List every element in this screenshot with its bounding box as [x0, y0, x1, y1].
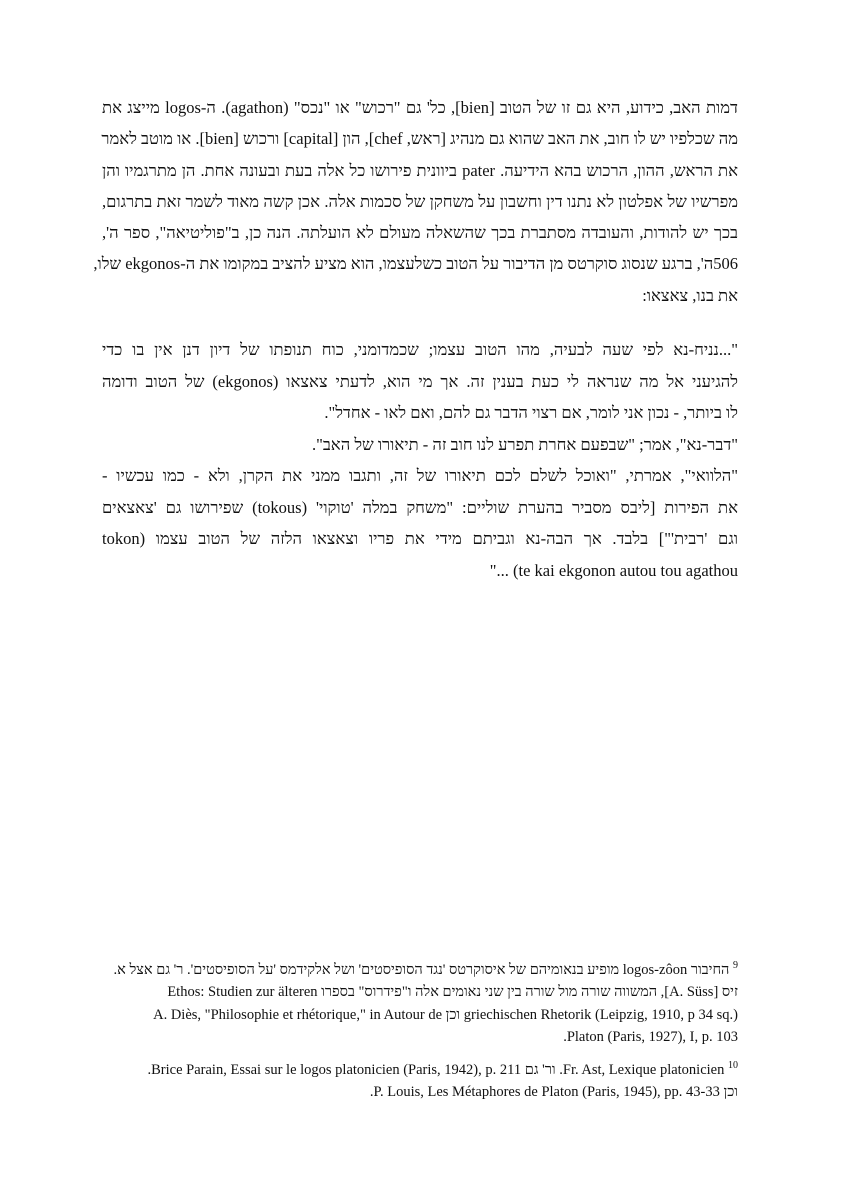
- quote-line: "דבר-נא", אמר; "שבפעם אחרת תפרע לנו חוב זה - תיאורו של האב".: [311, 434, 738, 454]
- quote-line: להגיעני אל מה שנראה לי כעת בענין זה. אך מי הוא, לדעתי צאצאו (ekgonos) של הטוב ודומה: [102, 371, 738, 391]
- footnote-line: griechischen Rhetorik (Leipzig, 1910, p 34 sq.) וכן A. Diès, "Philosophie et rhétorique," in Autour de: [153, 1006, 738, 1023]
- quote-line: "הלוואי", אמרתי, "ואוכל לשלם לכם תיאורו של זה, ותגבו ממני את הקרן, ולא - כמו עכשיו -: [102, 466, 738, 485]
- paragraph-line: 506ה', ברגע שנסוג סוקרטס מן הדיבור על הטוב כשלעצמו, הוא מציע להציב במקומו את ה-ekgonos שלו,: [93, 254, 738, 274]
- footnote-line: [86, 1055, 738, 1081]
- quote-line: "...נניח-נא לפי שעה לבעיה, מהו הטוב עצמו; שכמדומני, כוח תנופתו של דיון דנן אין בו כדי: [102, 340, 738, 359]
- paragraph-line: דמות האב, כידוע, היא גם זו של הטוב [bien], כל' גם "רכוש" או "נכס" (agathon). ה-logos מייצג את: [102, 98, 738, 117]
- footnote-number: 10: [728, 1060, 738, 1071]
- paragraph-line: מה שכלפיו יש לו חוב, את האב שהוא גם מנהיג [ראש, chef], הון [capital] ורכוש [bien]. או מוטב לאמר: [101, 129, 738, 149]
- footnote-line: וכן P. Louis, Les Métaphores de Platon (Paris, 1945), pp. 43-33.: [369, 1084, 738, 1101]
- paragraph-line: מפרשיו של אפלטון לא נתנו דין וחשבון על משחקן של סכמות אלה. אכן קשה מאוד לשמר זאת בתרגום,: [102, 191, 738, 211]
- footnote-line: [86, 955, 738, 981]
- main-paragraph: [93, 92, 738, 311]
- footnote-text: Fr. Ast, Lexique platonicien. ור' גם Brice Parain, Essai sur le logos platonicien (Paris, 1942), p. 211.: [147, 1061, 725, 1078]
- paragraph-line: את הראש, ההון, הרכוש בהא הידיעה. pater ביוונית פירושו כל אלה בעת ובעונה אחת. הן מתרגמיו והן: [102, 160, 738, 180]
- footnote-9: [86, 955, 738, 1049]
- block-quote: [102, 334, 738, 586]
- footnote-line: Platon (Paris, 1927), I, p. 103.: [563, 1029, 738, 1046]
- footnote-line: זיס [A. Süss], המשווה שורה מול שורה בין שני נאומים אלה ו"פידרוס" בספרו Ethos: Studien zur älteren: [167, 984, 738, 1001]
- footnote-text: החיבור logos-zôon מופיע בנאומיהם של איסוקרטס 'נגד הסופיסטים' ושל אלקידמס 'על הסופיסטים'. ר' גם אצל א.: [113, 961, 730, 978]
- quote-line: וגם 'רבית'"] בלבד. אך הבה-נא וגביתם מידי את פריו וצאצאו הלזה של הטוב עצמו (tokon: [102, 529, 738, 548]
- footnote-10: [86, 1055, 738, 1104]
- footnote-number: 9: [733, 960, 738, 971]
- paragraph-line: את בנו, צאצאו:: [642, 285, 738, 305]
- quote-line: את הפירות [ליבס מסביר בהערת שוליים: "משחק במלה 'טוקוי' (tokous) שפירושו גם 'צאצאים: [102, 497, 739, 517]
- quote-line: te kai ekgonon autou tou agathou) ...": [489, 560, 738, 580]
- paragraph-line: בכך יש להודות, והעובדה מסתברת בכך שהשאלה מעולם לא הועלתה. הנה כן, ב"פוליטיאה", ספר ה',: [102, 223, 738, 243]
- quote-line: לו ביותר, - נכון אני לומר, אם רצוי הדבר גם להם, ואם לאו - אחדל".: [324, 403, 738, 422]
